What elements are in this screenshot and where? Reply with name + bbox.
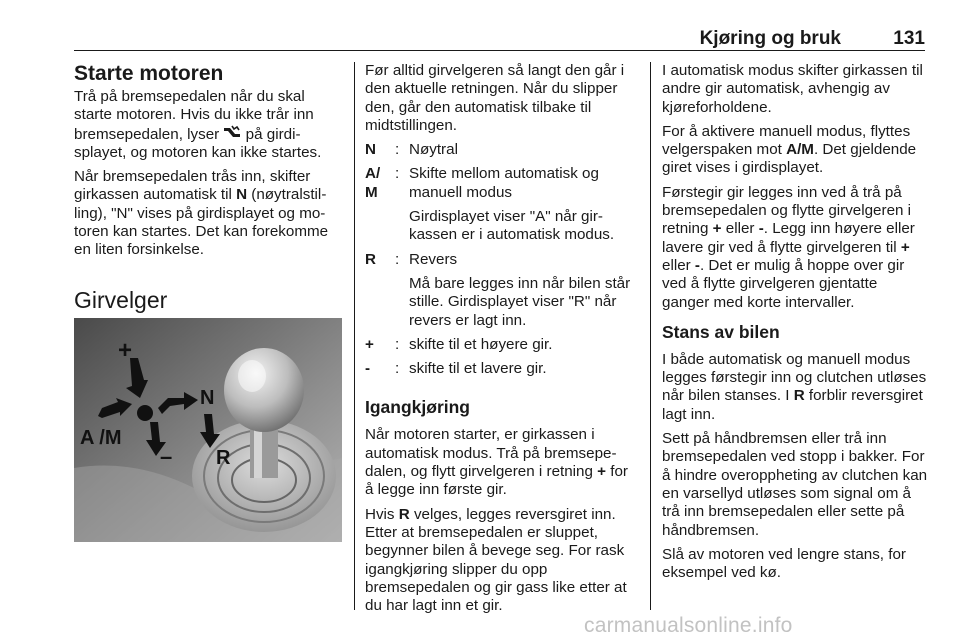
paragraph: Trå på bremsepedalen når du skal starte motoren. Hvis du ikke trår inn bremsepedalen, lyser på girdisplayet, og motoren kan ikke startes. xyxy=(74,88,322,161)
section-heading-starte-motoren: Starte motoren xyxy=(74,62,224,85)
watermark: carmanualsonline.info xyxy=(584,614,793,637)
paragraph: Når motoren starter, er girkassen i automatisk modus. Trå på bremsepedalen, og flytt girvelgeren i retning + for å legge inn første gir. xyxy=(365,426,628,499)
page-header xyxy=(74,28,925,51)
definition-item: + : skifte til et høyere gir. xyxy=(365,335,553,353)
paragraph: Før alltid girvelgeren så langt den går i den aktuelle retningen. Når du slipper den, går den automatisk tilbake til midtstillingen. xyxy=(365,62,625,134)
column-divider-1 xyxy=(354,62,355,610)
paragraph: I automatisk modus skifter girkassen til andre gir automatisk, avhengig av kjøreforholdene. xyxy=(662,62,923,116)
definition-item: N : Nøytral xyxy=(365,141,458,159)
definition-item: A/ M : Skifte mellom automatisk og manuell modus Girdisplayet viser "A" når girkassen er i automatisk modus. xyxy=(365,165,615,244)
plus-label: + xyxy=(118,337,133,364)
paragraph: Førstegir gir legges inn ved å trå på bremsepedalen og flytte girvelgeren i retning + eller -. Legg inn høyere eller lavere gir ved å flytte girvelgeren til + eller -. Det er mulig å hoppe over gir ved å flytte girvelgeren gjentatte ganger med korte intervaller. xyxy=(662,183,915,311)
am-label: A /M xyxy=(80,427,122,449)
paragraph: Sett på håndbremsen eller trå inn bremsepedalen ved stopp i bakker. For å hindre overoppheting av clutchen kan en varsellyd utløses som signal om å trå inn bremsepedalen eller sette på håndbremsen. xyxy=(662,430,928,539)
definition-item: - : skifte til et lavere gir. xyxy=(365,360,547,378)
paragraph: Når bremsepedalen trås inn, skifter girkassen automatisk til N (nøytralstilling), "N" vises på girdisplayet og motoren kan startes. Det kan forekomme en liten forsinkelse. xyxy=(74,168,329,259)
definition-list xyxy=(365,141,637,384)
foot-on-pedal-icon xyxy=(223,126,241,142)
n-label: N xyxy=(200,387,215,409)
running-title: Kjøring og bruk xyxy=(699,28,841,49)
paragraph: For å aktivere manuell modus, flyttes velgerspaken mot A/M. Det gjeldende giret vises i girdisplayet. xyxy=(662,122,917,177)
paragraph: Hvis R velges, legges reversgiret inn. Etter at bremsepedalen er sluppet, begynner bilen å bevege seg. For rask igangkjøring slipper du opp bremsepedalen og gir gass like etter at du har lagt inn et gir. xyxy=(365,505,627,615)
page-number: 131 xyxy=(893,28,925,49)
r-label: R xyxy=(216,447,231,469)
minus-label: – xyxy=(160,444,173,469)
paragraph: I både automatisk og manuell modus legges førstegir inn og clutchen utløses når bilen stanses. I R forblir reversgiret lagt inn. xyxy=(662,350,927,423)
column-2 xyxy=(365,62,637,621)
gear-selector-figure xyxy=(74,318,342,542)
paragraph: Slå av motoren ved lengre stans, for eksempel ved kø. xyxy=(662,545,906,582)
column-divider-2 xyxy=(650,62,651,610)
definition-item: R : Revers Må bare legges inn når bilen står stille. Girdisplayet viser "R" når revers er lagt inn. xyxy=(365,250,631,329)
column-3 xyxy=(662,62,928,588)
section-heading-stans-av-bilen: Stans av bilen xyxy=(662,321,780,342)
column-1 xyxy=(74,62,342,322)
section-heading-girvelger: Girvelger xyxy=(74,286,168,313)
section-heading-igangkjoring: Igangkjøring xyxy=(365,397,470,418)
